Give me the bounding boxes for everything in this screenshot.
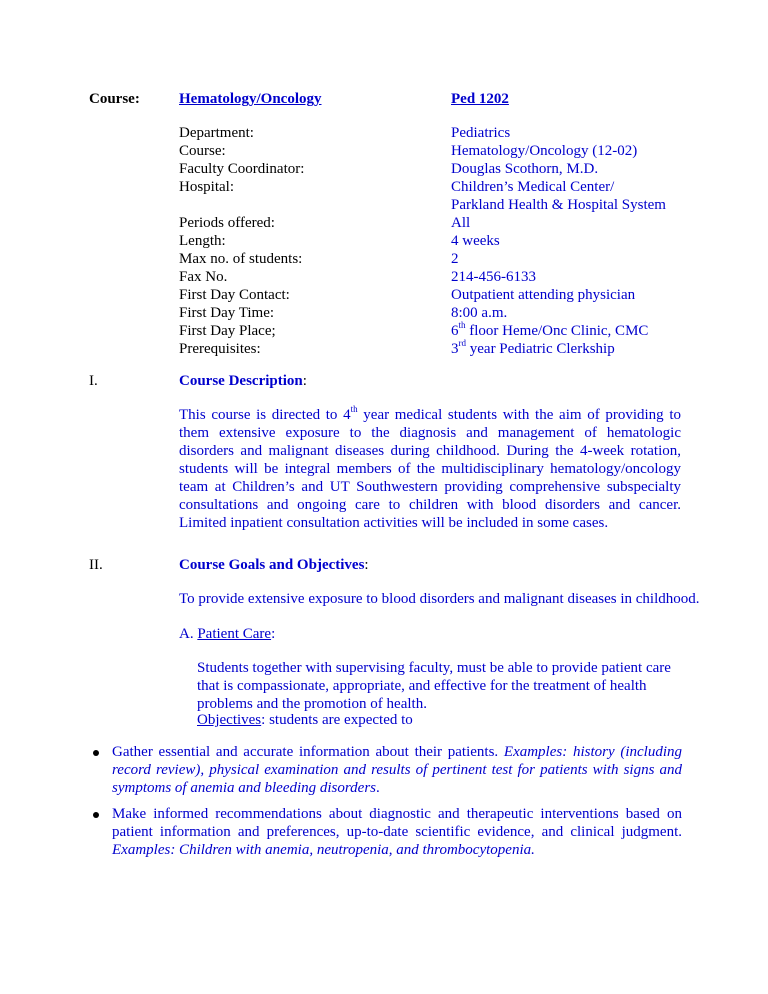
info-value: 8:00 a.m. [451, 305, 508, 321]
bullet-dot [93, 812, 99, 818]
info-value: Parkland Health & Hospital System [451, 197, 666, 213]
info-label: First Day Contact: [179, 287, 290, 303]
info-label: First Day Place; [179, 323, 276, 339]
prerequisites-value: 3rd year Pediatric Clerkship [451, 338, 615, 357]
info-value: Outpatient attending physician [451, 287, 636, 303]
info-label: Hospital: [179, 179, 234, 195]
info-label: Periods offered: [179, 215, 275, 231]
patient-care-text: Students together with supervising faculty, must be able to provide patient care that is compassionate, appropriate, and effective for the treatment of health problems and the promotion of health. [197, 660, 671, 712]
info-value: Pediatrics [451, 125, 511, 141]
course-description-paragraph: This course is directed to 4th year medical students with the aim of providing to them extensive exposure to the diagnosis and management of hematologic disorders and malignant diseases during childhood. During the 4-week rotation, students will be integral members of the multidisciplinary hematology/oncology team at Children’s and UT Southwestern providing comprehensive subspecialty consultations and ongoing care to children with blood disorders and cancer. Limited inpatient consultation activities will be included in some cases. [179, 404, 682, 531]
info-label: First Day Time: [179, 305, 275, 321]
course-label: Course: [89, 91, 140, 107]
info-values-group2 [451, 214, 648, 358]
info-value: Hematology/Oncology (12-02) [451, 143, 638, 159]
info-label: Max no. of students: [179, 251, 303, 267]
info-label: Length: [179, 233, 226, 249]
bullet-dot [93, 750, 99, 756]
course-name: Hematology/Oncology [179, 91, 322, 107]
section-2-heading: Course Goals and Objectives: [179, 557, 369, 573]
info-label: Prerequisites: [179, 341, 261, 357]
section-2-title: Course Goals and Objectives [179, 557, 365, 573]
first-day-place-value: 6th floor Heme/Onc Clinic, CMC [451, 320, 649, 339]
objective-bullet-1: Gather essential and accurate information about their patients. Examples: history (including record review), physical examination and results of pertinent test for patients with signs and symptoms of anemia and bleeding disorders. [112, 744, 682, 796]
section-1-numeral: I. [89, 373, 98, 389]
objectives-line: Objectives: students are expected to [197, 712, 413, 728]
info-value: All [451, 215, 471, 231]
info-value: 2 [451, 251, 459, 267]
info-label: Fax No. [179, 269, 228, 285]
patient-care-heading: A. Patient Care: [179, 626, 276, 642]
info-labels-group1 [179, 124, 304, 196]
section-2-numeral: II. [89, 557, 103, 573]
goals-intro: To provide extensive exposure to blood disorders and malignant diseases in childhood. [179, 591, 700, 607]
objectives-label: Objectives [197, 712, 262, 728]
info-labels-group2 [179, 214, 302, 358]
info-value: Douglas Scothorn, M.D. [451, 161, 599, 177]
info-label: Course: [179, 143, 226, 159]
info-values-group1 [451, 124, 666, 214]
section-1-title: Course Description [179, 373, 303, 389]
info-value: Children’s Medical Center/ [451, 179, 615, 195]
objective-bullet-2: Make informed recommendations about diagnostic and therapeutic interventions based on patient information and preferences, up-to-date scientific evidence, and clinical judgment. Examples: Children with anemia, neutropenia, and thrombocytopenia. [112, 806, 682, 858]
info-value: 214-456-6133 [451, 269, 536, 285]
section-1-heading: Course Description: [179, 373, 307, 389]
info-label: Faculty Coordinator: [179, 161, 305, 177]
info-value: 4 weeks [451, 233, 500, 249]
info-label: Department: [179, 125, 254, 141]
course-code: Ped 1202 [451, 91, 509, 107]
